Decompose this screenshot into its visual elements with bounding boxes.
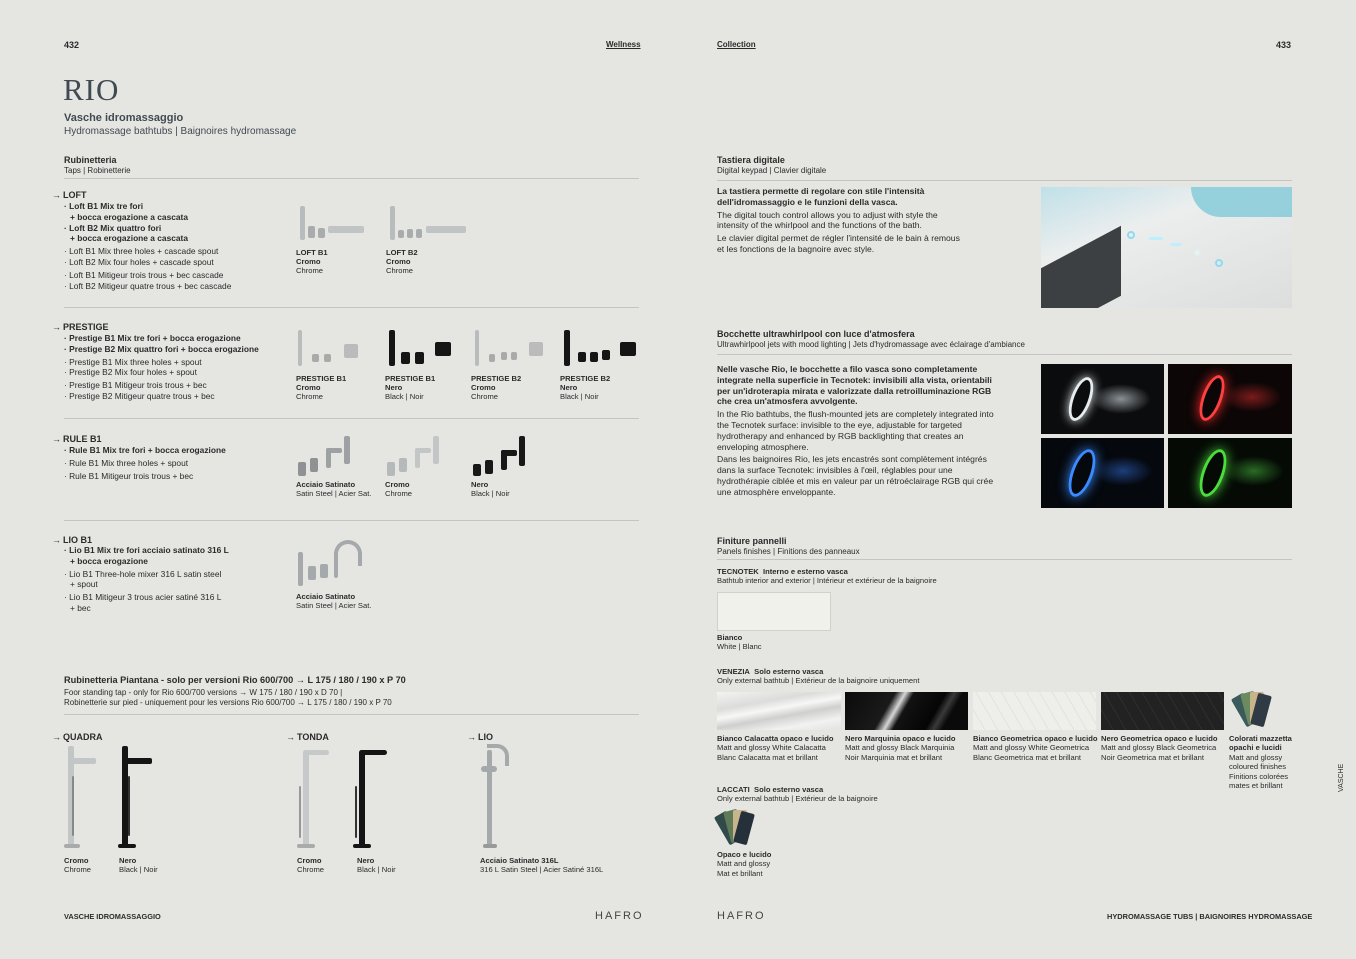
keypad-button-icon [1127, 231, 1135, 239]
prestige-items [64, 333, 289, 402]
tap-image [296, 330, 386, 374]
divider [717, 180, 1292, 181]
list-item: · Loft B2 Mix quattro fori [64, 222, 162, 233]
loft-items [64, 201, 289, 291]
product-loft-b1: LOFT B1 Cromo Chrome [296, 204, 386, 275]
list-item: · Loft B1 Mix tre fori [64, 201, 144, 211]
keypad-heading: Tastiera digitale [717, 155, 785, 165]
jet-photo-green [1168, 438, 1292, 508]
quadra-chrome-caption: Cromo Chrome [64, 856, 92, 874]
lio-items [64, 545, 289, 614]
jet-photo-white [1041, 364, 1164, 434]
tap-image [471, 436, 561, 480]
collection-link[interactable]: Collection [717, 40, 756, 49]
divider [717, 559, 1292, 560]
keypad-star-icon: ✳ [1193, 248, 1202, 259]
list-item: · Lio B1 Mix tre fori acciaio satinato 316 L [64, 545, 229, 555]
list-item: · Loft B2 Mix four holes + cascade spout [64, 256, 214, 267]
quadra-chrome-image [64, 746, 104, 850]
swatch-nero-geometrica [1101, 692, 1224, 730]
footer-right: HYDROMASSAGE TUBS | BAIGNOIRES HYDROMASSAGE [1107, 912, 1313, 921]
list-item: · Lio B1 Three-hole mixer 316 L satin steel [64, 568, 222, 579]
quadra-title: → QUADRA [52, 732, 103, 742]
wellness-link[interactable]: Wellness [606, 40, 641, 49]
arrow-right-icon: → [52, 434, 61, 444]
page-subtitle: Vasche idromassaggio [64, 112, 184, 124]
rule-group-title: → RULE B1 [52, 434, 102, 444]
jets-text: Nelle vasche Rio, le bocchette a filo vasca sono completamente integrate nella superficie in Tecnotek: invisibili alla vista, orientabili per un'idroterapia mirata e valorizzate dalla retroilluminazione RGB che crea un'atmosfera avvolgente. In the Rio bathtubs, the flush-mounted jets are completely integrated into the Tecnotek surface: invisible to the eye, adjustable for targeted hydrotherapy and enhanced by RGB backlighting that creates an enveloping atmosphere. Dans les baignoires Rio, les jets encastrés sont complètement intégrés dans la surface Tecnotek: invisibles à l'œil, réglables pour une hydrothérapie ciblée et mis en valeur par un rétroéclairage RGB qui crée une atmosphère enveloppante. [717, 364, 994, 497]
swatch-bianco-calacatta [717, 692, 841, 730]
arrow-right-icon: → [286, 732, 295, 742]
swatch-laccati-fan [717, 804, 757, 846]
divider [64, 520, 639, 521]
laccati-caption: Opaco e lucido Matt and glossy Mat et brillant [717, 850, 772, 878]
list-item: · Prestige B1 Mix three holes + spout [64, 356, 202, 367]
loft-group-title: → LOFT [52, 190, 87, 200]
tap-image [385, 330, 475, 374]
divider [64, 307, 639, 308]
product-prestige-b2-black: PRESTIGE B2 Nero Black | Noir [560, 330, 650, 401]
nero-geometrica-caption: Nero Geometrica opaco e lucido Matt and glossy Black Geometrica Noir Geometrica mat et brillant [1101, 734, 1218, 762]
product-prestige-b2-chrome: PRESTIGE B2 Cromo Chrome [471, 330, 561, 401]
taps-subheading: Taps | Robinetterie [64, 166, 131, 175]
calacatta-caption: Bianco Calacatta opaco e lucido Matt and glossy White Calacatta Blanc Calacatta mat et brillant [717, 734, 834, 762]
list-item: · Rule B1 Mix three holes + spout [64, 457, 189, 468]
jets-heading: Bocchette ultrawhirlpool con luce d'atmosfera [717, 329, 915, 339]
keypad-text: La tastiera permette di regolare con stile l'intensità dell'idromassaggio e le funzioni della vasca. The digital touch control allows you to adjust with style the intensity of the whirlpool and the functions of the bath. Le clavier digital permet de régler l'intensité de le bain à remous et les fonctions de la bagnoire avec style. [717, 186, 960, 254]
list-item: · Prestige B2 Mix four holes + spout [64, 367, 197, 378]
jet-photo-red [1168, 364, 1292, 434]
tecnotek-subheading: Bathtub interior and exterior | Intérieur et extérieur de la baignoire [717, 576, 937, 585]
divider [64, 178, 639, 179]
floor-tap-heading: Rubinetteria Piantana - solo per versioni Rio 600/700 → L 175 / 180 / 190 x P 70 [64, 675, 406, 685]
keypad-button-icon [1215, 259, 1223, 267]
tap-image [560, 330, 650, 374]
brand-logo-left: HAFRO [595, 910, 644, 922]
product-lio-b1: Acciaio Satinato Satin Steel | Acier Sat. [296, 540, 386, 610]
list-item: + bocca erogazione [70, 555, 148, 566]
keypad-button-icon [1149, 237, 1163, 240]
lio-floor-caption: Acciaio Satinato 316L 316 L Satin Steel | Acier Satiné 316L [480, 856, 604, 874]
list-item: · Rule B1 Mitigeur trois trous + bec [64, 470, 194, 481]
product-prestige-b1-chrome: PRESTIGE B1 Cromo Chrome [296, 330, 386, 401]
bianco-geometrica-caption: Bianco Geometrica opaco e lucido Matt and glossy White Geometrica Blanc Geometrica mat et brillant [973, 734, 1098, 762]
lio-floor-title: → LIO [467, 732, 493, 742]
list-item: · Prestige B2 Mix quattro fori + bocca erogazione [64, 343, 259, 354]
rule-items [64, 445, 289, 481]
tap-image [296, 540, 386, 592]
prestige-group-title: → PRESTIGE [52, 322, 109, 332]
tonda-chrome-image [297, 746, 337, 850]
venezia-subheading: Only external bathtub | Extérieur de la baignoire uniquement [717, 676, 920, 685]
side-tab: VASCHE [1338, 763, 1345, 792]
page-number-left: 432 [64, 40, 80, 50]
tonda-black-image [353, 746, 393, 850]
arrow-right-icon: → [467, 732, 476, 742]
finishes-subheading: Panels finishes | Finitions des panneaux [717, 547, 860, 556]
laccati-subheading: Only external bathtub | Extérieur de la baignoire [717, 794, 878, 803]
list-item: · Prestige B2 Mitigeur quatre trous + bec [64, 390, 215, 401]
bianco-caption: Bianco White | Blanc [717, 633, 762, 652]
list-item: · Loft B2 Mitigeur quatre trous + bec cascade [64, 280, 232, 291]
floor-tap-line1: Foor standing tap - only for Rio 600/700 versions → W 175 / 180 / 190 x D 70 | [64, 688, 343, 697]
page-number-right: 433 [1276, 40, 1292, 50]
tap-image [386, 204, 476, 248]
tonda-black-caption: Nero Black | Noir [357, 856, 396, 874]
list-item: · Prestige B1 Mitigeur trois trous + bec [64, 380, 207, 391]
finishes-heading: Finiture pannelli [717, 536, 787, 546]
list-item: + spout [70, 579, 98, 590]
tecnotek-heading: TECNOTEK Interno e esterno vasca [717, 567, 848, 576]
quadra-black-image [118, 746, 158, 850]
jets-subheading: Ultrawhirlpool jets with mood lighting | Jets d'hydromassage avec éclairage d'ambiance [717, 340, 1025, 349]
page-title: RIO [63, 72, 120, 107]
page-subtitle-translations: Hydromassage bathtubs | Baignoires hydromassage [64, 126, 297, 137]
list-item: · Prestige B1 Mix tre fori + bocca erogazione [64, 333, 241, 343]
tap-image [471, 330, 561, 374]
lio-floor-image [481, 744, 521, 852]
footer-left: VASCHE IDROMASSAGGIO [64, 912, 161, 921]
keypad-subheading: Digital keypad | Clavier digitale [717, 166, 827, 175]
list-item: · Loft B1 Mitigeur trois trous + bec cascade [64, 269, 224, 280]
product-prestige-b1-black: PRESTIGE B1 Nero Black | Noir [385, 330, 475, 401]
swatch-bianco [717, 592, 831, 631]
list-item: + bocca erogazione a cascata [70, 233, 189, 244]
list-item: · Rule B1 Mix tre fori + bocca erogazione [64, 445, 226, 455]
arrow-right-icon: → [52, 190, 61, 200]
swatch-bianco-geometrica [973, 692, 1096, 730]
laccati-heading: LACCATI Solo esterno vasca [717, 785, 824, 794]
arrow-right-icon: → [52, 322, 61, 332]
divider [717, 354, 1292, 355]
arrow-right-icon: → [52, 535, 61, 545]
list-item: + bec [70, 602, 91, 613]
tonda-chrome-caption: Cromo Chrome [297, 856, 325, 874]
colorati-caption: Colorati mazzetta opachi e lucidi Matt and glossy coloured finishes Finitions colorées mates et brillant [1229, 734, 1292, 791]
keypad-photo [1041, 187, 1292, 308]
swatch-colorati-fan [1232, 686, 1272, 728]
product-rule-satin: Acciaio Satinato Satin Steel | Acier Sat. [296, 436, 386, 498]
venezia-heading: VENEZIA Solo esterno vasca [717, 667, 824, 676]
tonda-title: → TONDA [286, 732, 329, 742]
jet-photo-blue [1041, 438, 1164, 508]
marquinia-caption: Nero Marquinia opaco e lucido Matt and glossy Black Marquinia Noir Marquinia mat et brillant [845, 734, 956, 762]
swatch-nero-marquinia [845, 692, 968, 730]
quadra-black-caption: Nero Black | Noir [119, 856, 158, 874]
arrow-right-icon: → [52, 732, 61, 742]
list-item: · Lio B1 Mitigeur 3 trous acier satiné 316 L [64, 592, 222, 603]
divider [64, 418, 639, 419]
floor-tap-line2: Robinetterie sur pied - uniquement pour les versions Rio 600/700 → L 175 / 180 / 190 x P 70 [64, 698, 392, 707]
keypad-button-icon [1171, 243, 1181, 246]
product-rule-black: Nero Black | Noir [471, 436, 561, 498]
tap-image [296, 436, 386, 480]
list-item: · Loft B1 Mix three holes + cascade spout [64, 246, 219, 257]
product-loft-b2: LOFT B2 Cromo Chrome [386, 204, 476, 275]
tap-image [296, 204, 386, 248]
list-item: + bocca erogazione a cascata [70, 211, 189, 222]
tap-image [385, 436, 475, 480]
product-rule-chrome: Cromo Chrome [385, 436, 475, 498]
lio-group-title: → LIO B1 [52, 535, 93, 545]
brand-logo-right: HAFRO [717, 910, 766, 922]
taps-heading: Rubinetteria [64, 155, 117, 165]
divider [64, 714, 639, 715]
